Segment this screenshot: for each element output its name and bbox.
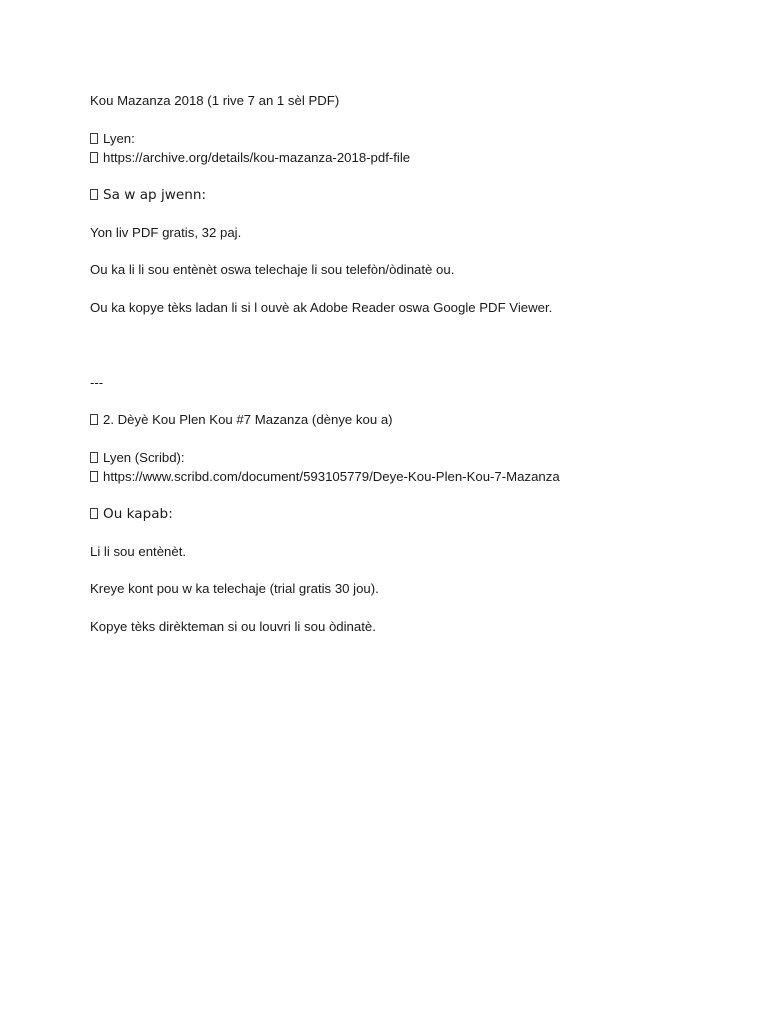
missing-emoji-icon bbox=[90, 189, 98, 200]
section1-heading bbox=[90, 187, 206, 203]
section1-paragraph-2 bbox=[90, 262, 454, 278]
missing-emoji-icon bbox=[90, 471, 98, 482]
paragraph-text: Yon liv PDF gratis, 32 paj. bbox=[90, 225, 242, 240]
missing-emoji-icon bbox=[90, 414, 98, 425]
section2-heading-text: Ou kapab: bbox=[103, 506, 173, 522]
section1-paragraph-3 bbox=[90, 300, 552, 316]
link2-url-line bbox=[90, 469, 560, 485]
divider bbox=[90, 375, 103, 391]
paragraph-text: Ou ka kopye tèks ladan li si l ouvè ak Adobe Reader oswa Google PDF Viewer. bbox=[90, 300, 553, 315]
missing-emoji-icon bbox=[90, 133, 98, 144]
section1-paragraph-1 bbox=[90, 225, 241, 241]
section2-paragraph-3 bbox=[90, 619, 376, 635]
link2-label-line bbox=[90, 450, 185, 466]
title-text: Kou Mazanza 2018 (1 rive 7 an 1 sèl PDF) bbox=[90, 93, 340, 108]
missing-emoji-icon bbox=[90, 152, 98, 163]
item2-title bbox=[90, 412, 393, 428]
section2-paragraph-1 bbox=[90, 544, 186, 560]
link2-url[interactable]: https://www.scribd.com/document/593105779/Deye-Kou-Plen-Kou-7-Mazanza bbox=[103, 469, 560, 484]
paragraph-text: Kopye tèks dirèkteman si ou louvri li sou òdinatè. bbox=[90, 619, 376, 634]
link1-label: Lyen: bbox=[103, 131, 135, 146]
paragraph-text: Ou ka li li sou entènèt oswa telechaje li sou telefòn/òdinatè ou. bbox=[90, 262, 455, 277]
item2-title-text: 2. Dèyè Kou Plen Kou #7 Mazanza (dènye kou a) bbox=[103, 412, 393, 427]
section2-paragraph-2 bbox=[90, 581, 379, 597]
link1-url-line bbox=[90, 150, 410, 166]
link2-label: Lyen (Scribd): bbox=[103, 450, 185, 465]
section2-heading bbox=[90, 506, 173, 522]
missing-emoji-icon bbox=[90, 452, 98, 463]
section1-heading-text: Sa w ap jwenn: bbox=[103, 187, 207, 203]
link1-label-line bbox=[90, 131, 135, 147]
link1-url[interactable]: https://archive.org/details/kou-mazanza-2018-pdf-file bbox=[103, 150, 411, 165]
divider-text: --- bbox=[90, 375, 104, 390]
missing-emoji-icon bbox=[90, 508, 98, 519]
document-title bbox=[90, 93, 339, 109]
paragraph-text: Li li sou entènèt. bbox=[90, 544, 187, 559]
paragraph-text: Kreye kont pou w ka telechaje (trial gratis 30 jou). bbox=[90, 581, 379, 596]
